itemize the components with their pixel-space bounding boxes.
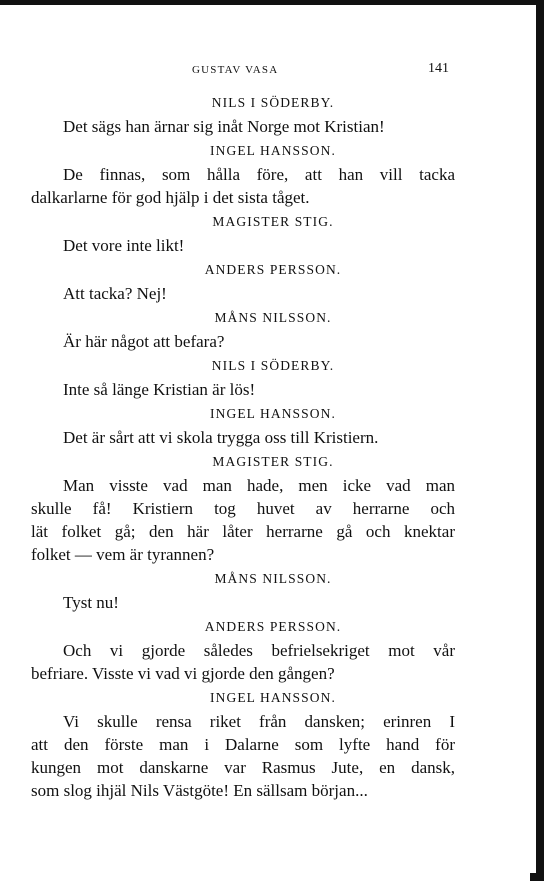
speech-paragraph [31, 591, 455, 614]
speech-line: Inte så länge Kristian är lös! [63, 380, 256, 399]
speech-line: folket — vem är tyrannen? [31, 545, 215, 564]
speech-line: Det sägs han ärnar sig inåt Norge mot Kristian! [63, 117, 385, 136]
speech-line: Det är sårt att vi skola trygga oss till Kristiern. [63, 428, 379, 447]
page-number: 141 [428, 61, 449, 76]
scan-edge-right [536, 0, 544, 881]
speaker-name: MAGISTER STIG. [212, 454, 334, 469]
speech-paragraph [31, 639, 455, 685]
speech-line: skulle få! Kristiern tog huvet av herrarne och [31, 499, 455, 518]
speech-paragraph [31, 426, 455, 449]
speech-line: dalkarlarne för god hjälp i det sista tåget. [31, 188, 310, 207]
speech-line: lät folket gå; den här låter herrarne gå och knektar [31, 522, 455, 541]
speaker-name: ANDERS PERSSON. [204, 619, 342, 634]
speaker-name: ANDERS PERSSON. [204, 262, 342, 277]
speech-paragraph [31, 163, 455, 209]
speech-paragraph [31, 115, 455, 138]
speech-line: Tyst nu! [63, 593, 119, 612]
scan-edge-corner [530, 873, 544, 881]
speech-paragraph [31, 282, 455, 305]
speaker-name: MÅNS NILSSON. [214, 571, 332, 586]
speech-line: Och vi gjorde således befrielsekriget mot vår [63, 641, 455, 660]
speaker-name: INGEL HANSSON. [210, 690, 336, 705]
speech-line: De finnas, som hålla före, att han vill tacka [63, 165, 455, 184]
scan-edge-top [0, 0, 544, 5]
speech-line: befriare. Visste vi vad vi gjorde den gången? [31, 664, 335, 683]
running-title: GUSTAV VASA [192, 64, 279, 76]
speaker-name: INGEL HANSSON. [210, 406, 336, 421]
speech-line: Är här något att befara? [63, 332, 225, 351]
speech-line: Det vore inte likt! [63, 236, 185, 255]
speech-line: Man visste vad man hade, men icke vad man [63, 476, 455, 495]
speech-paragraph [31, 234, 455, 257]
speaker-name: INGEL HANSSON. [210, 143, 336, 158]
speaker-name: NILS I SÖDERBY. [211, 95, 335, 110]
speech-paragraph [31, 330, 455, 353]
speech-line: kungen mot danskarne var Rasmus Jute, en dansk, [31, 758, 455, 777]
speech-paragraph [31, 378, 455, 401]
speaker-name: MAGISTER STIG. [212, 214, 334, 229]
speech-paragraph [31, 474, 455, 566]
speech-line: att den förste man i Dalarne som lyfte hand för [31, 735, 455, 754]
speech-paragraph [31, 710, 455, 802]
speaker-name: MÅNS NILSSON. [214, 310, 332, 325]
speech-line: Att tacka? Nej! [63, 284, 167, 303]
dialogue-body [31, 94, 455, 806]
speech-line: som slog ihjäl Nils Västgöte! En sällsam början... [31, 781, 368, 800]
speech-line: Vi skulle rensa riket från dansken; erinren I [63, 712, 455, 731]
speaker-name: NILS I SÖDERBY. [211, 358, 335, 373]
